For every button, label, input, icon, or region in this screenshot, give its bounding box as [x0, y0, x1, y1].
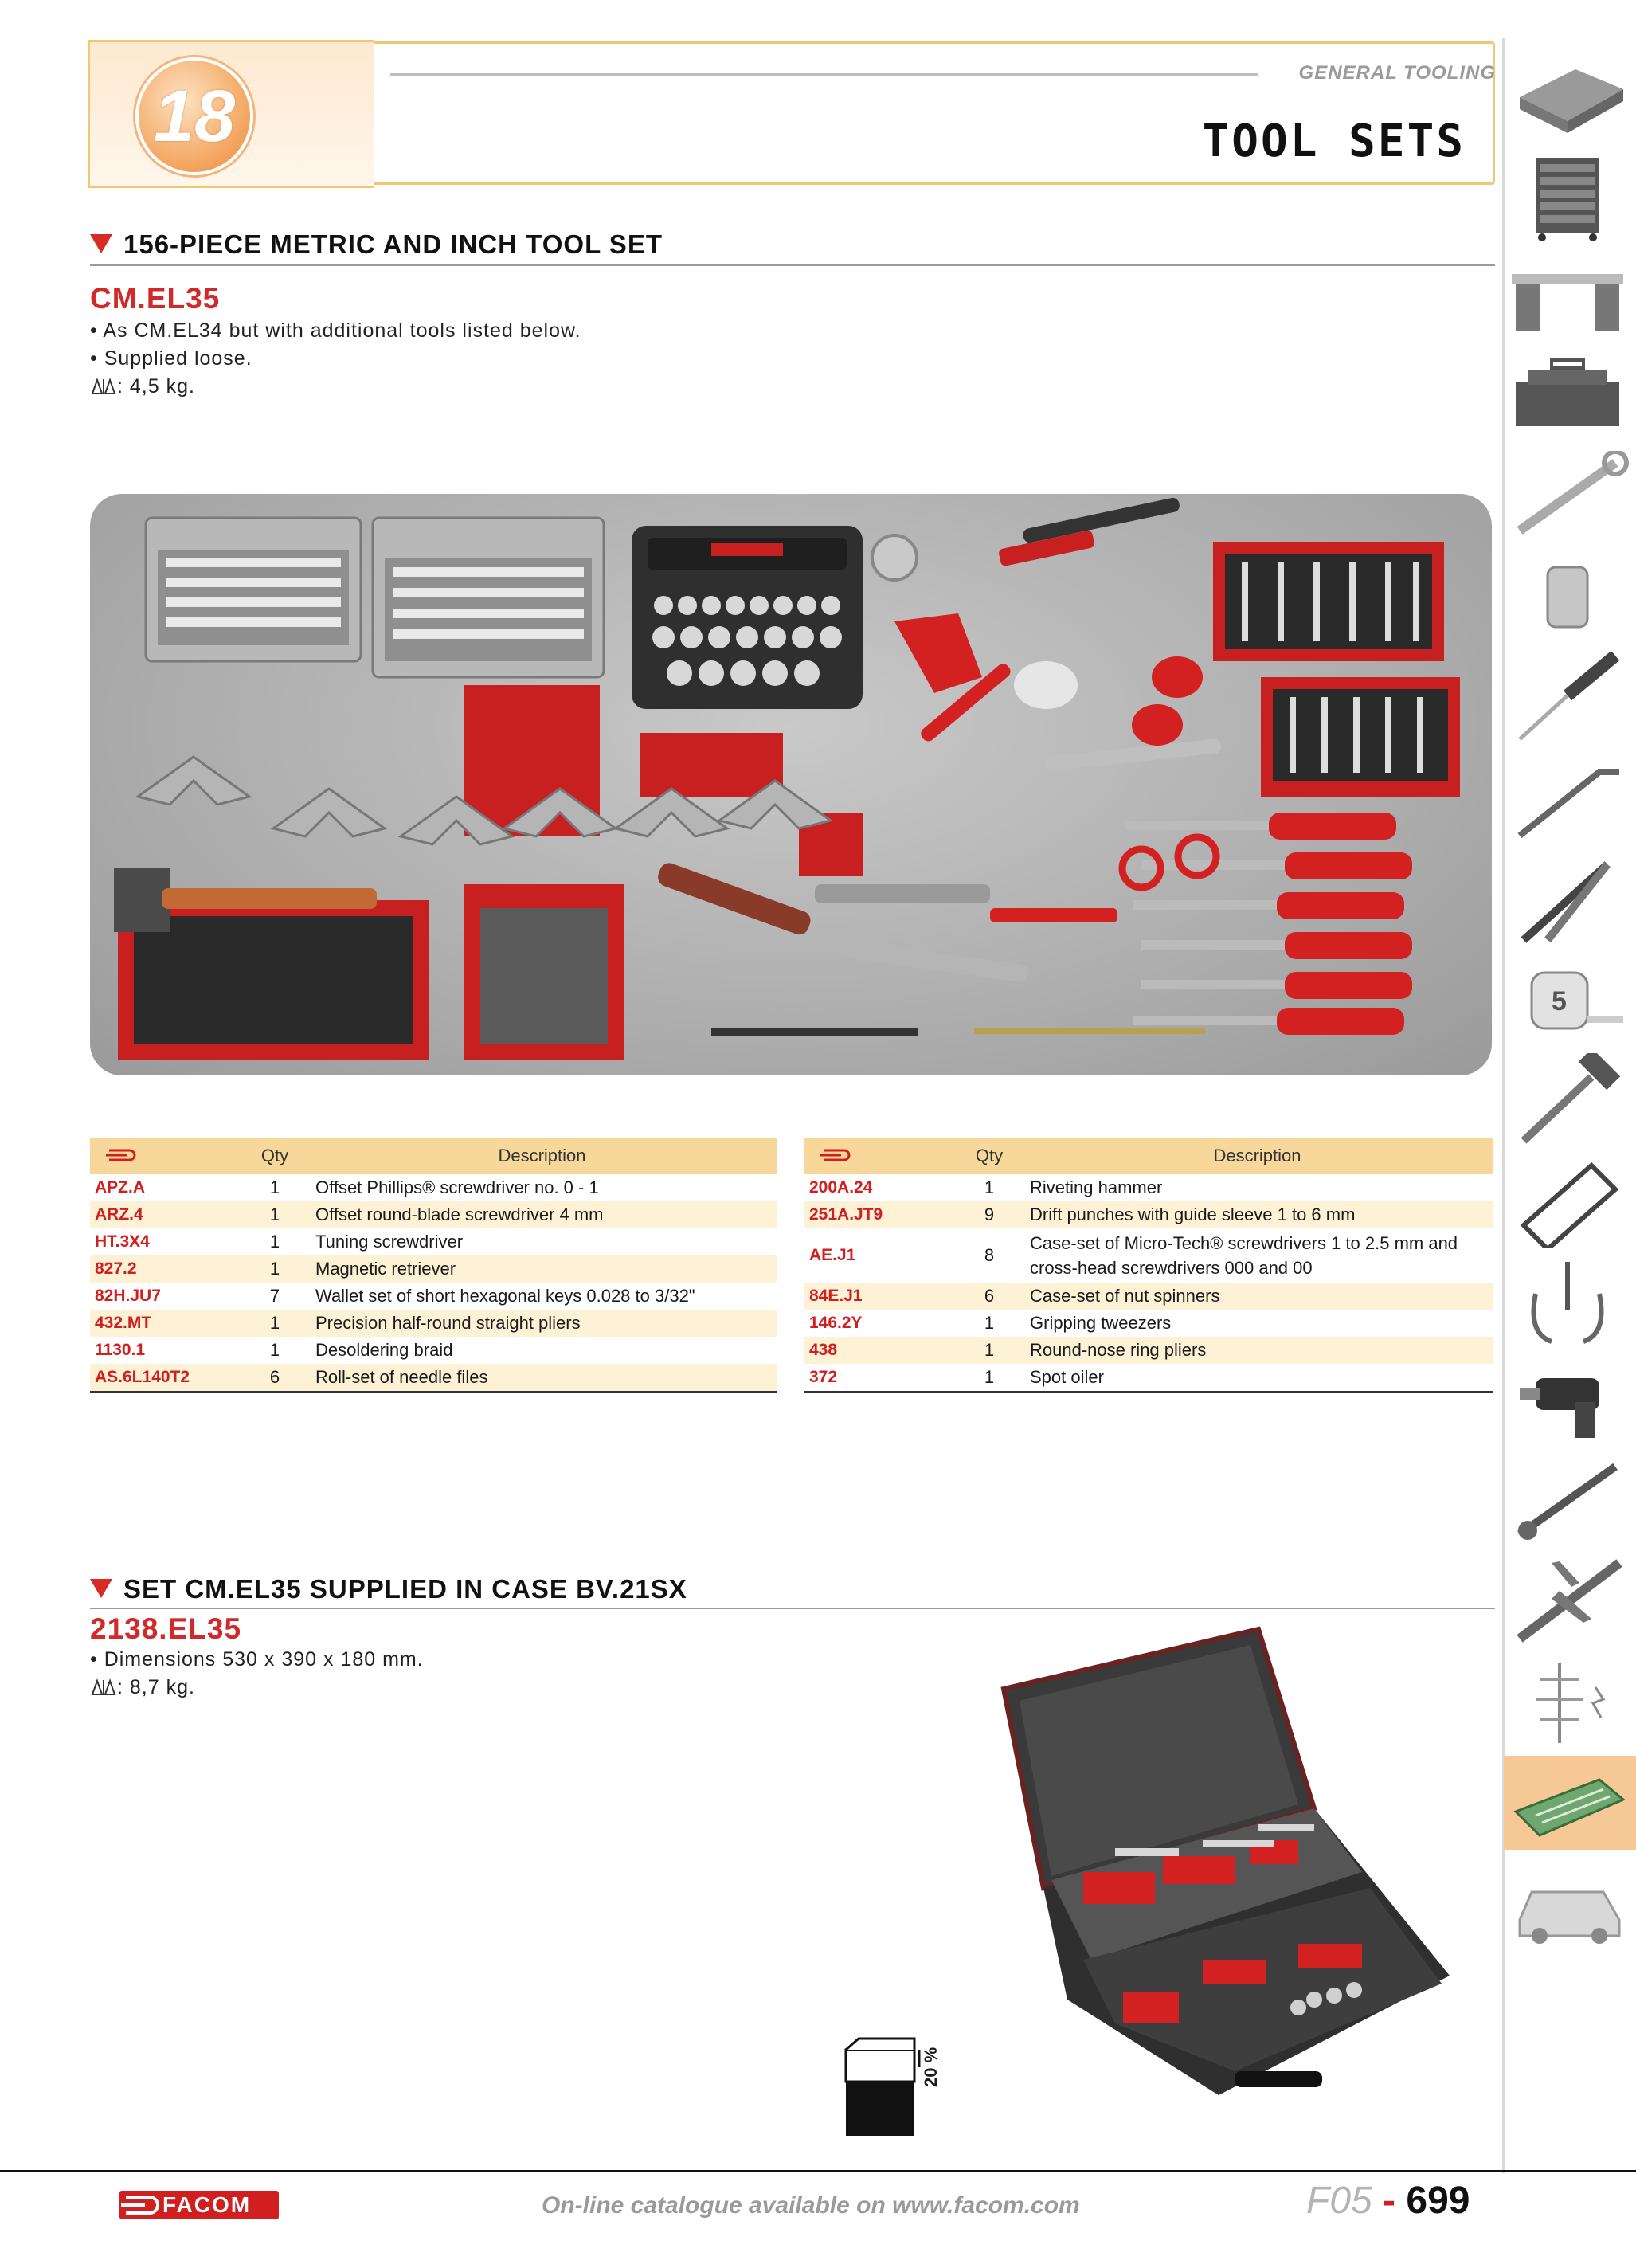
chapter-badge: [135, 57, 253, 175]
code-column-header: [804, 1138, 957, 1174]
table-row: [804, 1337, 1493, 1364]
set2-heading-text: SET CM.EL35 SUPPLIED IN CASE BV.21SX: [123, 1574, 687, 1604]
part-qty: 1: [242, 1201, 307, 1228]
part-code: 146.2Y: [809, 1314, 863, 1332]
tool-set-icon: [1504, 1756, 1636, 1850]
set2-rule: [90, 1608, 1495, 1609]
part-description: Drift punches with guide sleeve 1 to 6 mm: [1022, 1201, 1493, 1228]
part-description: Roll-set of needle files: [307, 1364, 777, 1392]
qty-column-header: Qty: [957, 1138, 1022, 1174]
triangle-bullet-icon: [90, 1579, 112, 1598]
part-description: Round-nose ring pliers: [1022, 1337, 1493, 1364]
part-qty: 1: [957, 1337, 1022, 1364]
part-code: 200A.24: [809, 1178, 873, 1197]
sidebar-item-puller[interactable]: [1504, 1254, 1636, 1348]
part-description: Riveting hammer: [1030, 1177, 1163, 1197]
part-code: AE.J1: [809, 1246, 856, 1264]
part-description: Tuning screwdriver: [315, 1232, 464, 1252]
sidebar-item-pliers[interactable]: [1504, 852, 1636, 946]
box-size-label: 20 %: [921, 2047, 941, 2087]
hammer-icon: [1504, 1053, 1636, 1147]
part-code: 827.2: [90, 1255, 242, 1283]
footer-url: On-line catalogue available on www.facom.com: [542, 2192, 1080, 2219]
sidebar-item-tape-measure[interactable]: [1504, 953, 1636, 1047]
footer-rule: [0, 2170, 1636, 2172]
part-qty: 1: [242, 1255, 307, 1283]
tool-set-illustration: [90, 494, 1492, 1075]
socket-icon: [1504, 551, 1636, 645]
part-code: 82H.JU7: [95, 1287, 161, 1305]
set1-heading-text: 156-PIECE METRIC AND INCH TOOL SET: [123, 229, 663, 259]
sidebar-item-cantilever-box[interactable]: [1504, 351, 1636, 445]
qty-column-header: Qty: [242, 1138, 307, 1174]
page-number-value: 699: [1406, 2180, 1470, 2222]
part-qty: 1: [957, 1364, 1022, 1392]
sidebar-item-electrical[interactable]: [1504, 1655, 1636, 1749]
set2-heading: [90, 1574, 687, 1604]
set1-bullet-1: • As CM.EL34 but with additional tools listed below.: [90, 319, 581, 342]
sidebar-item-workbench[interactable]: [1504, 250, 1636, 344]
header-rule: [390, 73, 1258, 76]
page-title: TOOL SETS: [1202, 116, 1466, 167]
part-code: 84E.J1: [804, 1283, 957, 1310]
set1-rule: [90, 264, 1495, 266]
roller-cabinet-icon: [1504, 150, 1636, 244]
page-prefix: F05: [1306, 2180, 1372, 2222]
sidebar-item-tool-sets[interactable]: [1504, 1756, 1636, 1850]
electrical-icon: [1504, 1655, 1636, 1749]
part-qty: 7: [269, 1286, 280, 1306]
code-column-header: [90, 1138, 242, 1174]
pliers-icon: [1504, 852, 1636, 946]
part-description: Magnetic retriever: [307, 1255, 777, 1283]
cantilever-box-icon: [1504, 351, 1636, 445]
facom-logo-text: FACOM: [162, 2192, 252, 2217]
sidebar-item-hacksaw[interactable]: [1504, 1154, 1636, 1248]
workbench-icon: [1504, 250, 1636, 344]
automotive-icon: [1504, 1856, 1636, 1950]
page-number: [1306, 2179, 1470, 2223]
set1-code: CM.EL35: [90, 282, 221, 315]
part-qty: 6: [242, 1364, 307, 1392]
part-qty: 1: [269, 1177, 280, 1197]
part-qty: 1: [269, 1340, 280, 1360]
part-code: 438: [804, 1337, 957, 1364]
aircraft-icon: [1504, 1555, 1636, 1649]
part-description-line-2: cross-head screwdrivers 000 and 00: [1030, 1258, 1313, 1278]
set2-bullets: [90, 1646, 424, 1702]
part-code: HT.3X4: [95, 1232, 150, 1251]
table-row: [90, 1364, 777, 1392]
tool-set-photo: [90, 494, 1492, 1075]
table-header-row: [804, 1138, 1493, 1174]
sidebar-item-hex-key[interactable]: [1504, 752, 1636, 846]
part-description: Spot oiler: [1022, 1364, 1493, 1392]
set1-weight: : 4,5 kg.: [117, 375, 195, 398]
part-description: Case-set of nut spinners: [1022, 1283, 1493, 1310]
part-qty: 1: [984, 1177, 995, 1197]
case-illustration: [996, 1625, 1458, 2103]
facom-ref-icon: [106, 1149, 138, 1161]
set2-bullet-1: • Dimensions 530 x 390 x 180 mm.: [90, 1648, 424, 1671]
set1-heading: [90, 229, 663, 260]
part-qty: 1: [242, 1310, 307, 1337]
part-description: Gripping tweezers: [1030, 1313, 1172, 1333]
part-description: Offset round-blade screwdriver 4 mm: [307, 1201, 777, 1228]
table-row: [90, 1201, 777, 1228]
table-row: [90, 1283, 777, 1310]
parts-table-left: [90, 1138, 777, 1393]
set2-code: 2138.EL35: [90, 1612, 242, 1645]
tool-box-icon: [1504, 49, 1636, 143]
set1-weight-line: [90, 373, 581, 401]
set1-bullet-2: • Supplied loose.: [90, 347, 252, 370]
table-row: [804, 1174, 1493, 1201]
part-code: 251A.JT9: [804, 1201, 957, 1228]
part-code: 372: [804, 1364, 957, 1392]
table-header-row: [90, 1138, 777, 1174]
table-row: [804, 1228, 1493, 1283]
table-row: [90, 1337, 777, 1364]
part-code: ARZ.4: [90, 1201, 242, 1228]
sidebar-item-socket[interactable]: [1504, 551, 1636, 645]
table-row: [804, 1283, 1493, 1310]
sidebar-item-impact-wrench[interactable]: [1504, 1354, 1636, 1448]
sidebar-item-tool-box[interactable]: [1504, 49, 1636, 143]
puller-icon: [1504, 1254, 1636, 1348]
page-separator: -: [1372, 2180, 1407, 2222]
part-description: Desoldering braid: [315, 1340, 453, 1360]
screwdriver-icon: [1504, 652, 1636, 746]
package-size-icon: [843, 2035, 962, 2139]
set1-bullets: [90, 317, 581, 401]
hex-key-icon: [1504, 752, 1636, 846]
impact-wrench-icon: [1504, 1354, 1636, 1448]
part-code: APZ.A: [95, 1178, 145, 1197]
part-qty: 8: [984, 1245, 995, 1265]
hacksaw-icon: [1504, 1154, 1636, 1248]
part-qty: 1: [269, 1232, 280, 1252]
description-column-header: Description: [307, 1138, 777, 1174]
table-row: [90, 1310, 777, 1337]
part-description-line-1: Case-set of Micro-Tech® screwdrivers 1 to 2.5 mm and: [1030, 1233, 1458, 1253]
table-row: [90, 1228, 777, 1255]
part-description: Precision half-round straight pliers: [307, 1310, 777, 1337]
part-description: [1022, 1228, 1493, 1283]
sidebar-item-screwdriver[interactable]: [1504, 652, 1636, 746]
sidebar-item-wrench[interactable]: [1504, 451, 1636, 545]
part-code: 1130.1: [95, 1341, 146, 1359]
set2-weight: : 8,7 kg.: [117, 1676, 195, 1698]
svg-text:5: 5: [1552, 986, 1567, 1016]
sidebar-item-aircraft[interactable]: [1504, 1555, 1636, 1649]
weight-icon: [90, 1678, 117, 1696]
part-qty: 9: [957, 1201, 1022, 1228]
part-qty: 1: [984, 1313, 995, 1333]
table-row: [90, 1255, 777, 1283]
part-code: 432.MT: [90, 1310, 242, 1337]
wrench-icon: [1504, 451, 1636, 545]
section-label: GENERAL TOOLING: [1298, 62, 1496, 84]
part-description: Wallet set of short hexagonal keys 0.028 to 3/32": [315, 1286, 695, 1306]
category-sidebar: [1504, 38, 1636, 2173]
weight-icon: [90, 378, 117, 395]
torque-wrench-icon: [1504, 1455, 1636, 1549]
sidebar-item-hammer[interactable]: [1504, 1053, 1636, 1147]
chapter-number: 18: [153, 75, 236, 157]
facom-logo-icon: [119, 2193, 162, 2217]
parts-table-right: [804, 1138, 1493, 1393]
part-description: Offset Phillips® screwdriver no. 0 - 1: [315, 1177, 599, 1197]
table-row: [804, 1364, 1493, 1392]
facom-ref-icon: [820, 1149, 852, 1161]
triangle-bullet-icon: [90, 234, 112, 253]
table-row: [804, 1201, 1493, 1228]
tape-measure-icon: [1504, 953, 1636, 1047]
sidebar-item-roller-cabinet[interactable]: [1504, 150, 1636, 244]
table-row: [90, 1174, 777, 1201]
set2-weight-line: [90, 1674, 424, 1702]
tool-case-photo: [996, 1625, 1458, 2103]
description-column-header: Description: [1022, 1138, 1493, 1174]
sidebar-item-torque-wrench[interactable]: [1504, 1455, 1636, 1549]
sidebar-item-automotive[interactable]: [1504, 1856, 1636, 1950]
part-code: AS.6L140T2: [90, 1364, 242, 1392]
facom-logo: [119, 2191, 279, 2219]
part-qty: 6: [957, 1283, 1022, 1310]
table-row: [804, 1310, 1493, 1337]
